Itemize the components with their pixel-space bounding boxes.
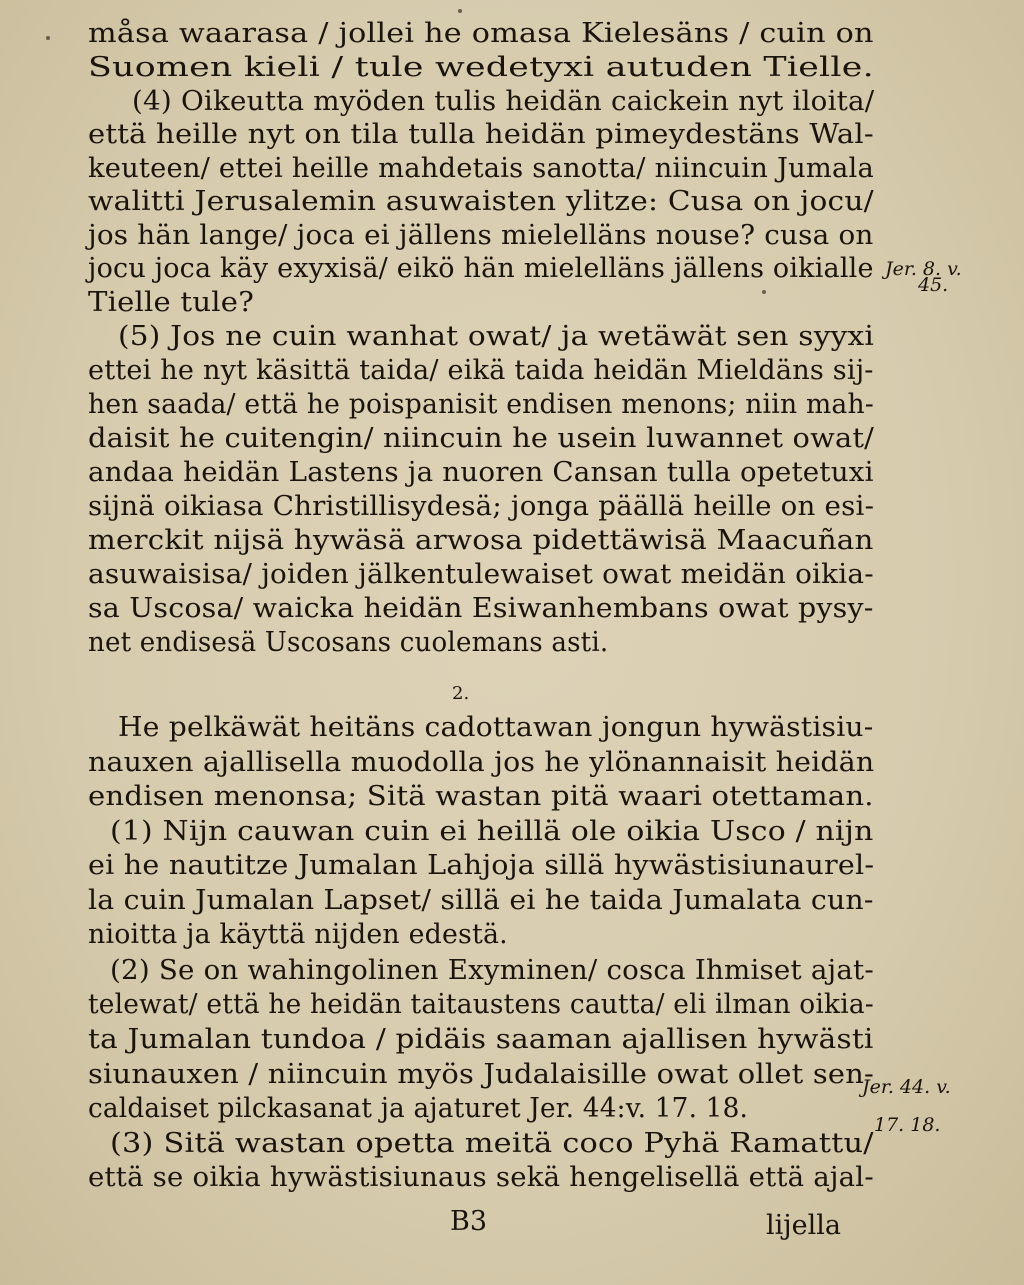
ink-speck [762, 290, 766, 294]
text-line: ta Jumalan tundoa / pidäis saaman ajallisen hywästi [88, 1023, 874, 1055]
margin-reference: 45. [918, 274, 949, 296]
text-line: andaa heidän Lastens ja nuoren Cansan tulla opetetuxi [88, 456, 874, 488]
text-line: jocu joca käy exyxisä/ eikö hän mielelläns jällens oikialle [88, 252, 874, 284]
text-line: (5) Jos ne cuin wanhat owat/ ja wetäwät sen syyxi [118, 320, 875, 352]
text-line: hen saada/ että he poispanisit endisen menons; niin mah- [88, 388, 874, 420]
text-line: nauxen ajallisella muodolla jos he ylönannaisit heidän [88, 746, 875, 778]
catchword: lijella [766, 1210, 841, 1241]
text-line: sa Uscosa/ waicka heidän Esiwanhembans owat pysy- [88, 592, 874, 624]
text-line: merckit nijsä hywäsä arwosa pidettäwisä Maacuñan [88, 524, 874, 556]
text-line: caldaiset pilckasanat ja ajaturet Jer. 44:v. 17. 18. [88, 1092, 749, 1124]
text-line: (3) Sitä wastan opetta meitä coco Pyhä Ramattu/ [110, 1127, 874, 1159]
text-line: jos hän lange/ joca ei jällens mielelläns nouse? cusa on [88, 219, 874, 251]
margin-reference: Jer. 44. v. [862, 1076, 951, 1098]
text-line: nioitta ja käyttä nijden edestä. [88, 918, 508, 950]
text-line: telewat/ että he heidän taitaustens cautta/ eli ilman oikia- [88, 988, 874, 1020]
text-line: keuteen/ ettei heille mahdetais sanotta/ niincuin Jumala [88, 152, 874, 184]
margin-reference: 17. 18. [874, 1114, 941, 1136]
text-line: la cuin Jumalan Lapset/ sillä ei he taida Jumalata cun- [88, 884, 874, 916]
text-line: että se oikia hywästisiunaus sekä hengelisellä että ajal- [88, 1161, 874, 1193]
text-line: walitti Jerusalemin asuwaisten ylitze: Cusa on jocu/ [88, 185, 874, 217]
text-line: että heille nyt on tila tulla heidän pimeydestäns Wal- [88, 118, 874, 150]
text-line: net endisesä Uscosans cuolemans asti. [88, 626, 609, 658]
text-line: Tielle tule? [88, 286, 254, 318]
text-line: (4) Oikeutta myöden tulis heidän caickein nyt iloita/ [132, 85, 875, 117]
signature-mark: B3 [450, 1206, 488, 1237]
text-line: ettei he nyt käsittä taida/ eikä taida heidän Mieldäns sij- [88, 354, 874, 386]
text-line: He pelkäwät heitäns cadottawan jongun hywästisiu- [118, 711, 874, 743]
text-line: Suomen kieli / tule wedetyxi autuden Tielle. [88, 51, 874, 83]
margin-reference: Jer. 8. v. [885, 258, 962, 280]
section-number: 2. [452, 683, 470, 704]
ink-speck [458, 9, 462, 13]
text-line: daisit he cuitengin/ niincuin he usein luwannet owat/ [88, 422, 875, 454]
text-line: endisen menonsa; Sitä wastan pitä waari otettaman. [88, 780, 874, 812]
text-line: ei he nautitze Jumalan Lahjoja sillä hywästisiunaurel- [88, 849, 875, 881]
text-line: sijnä oikiasa Christillisydesä; jonga päällä heille on esi- [88, 490, 875, 522]
ink-speck [46, 36, 50, 40]
text-line: asuwaisisa/ joiden jälkentulewaiset owat meidän oikia- [88, 558, 874, 590]
text-line: (1) Nijn cauwan cuin ei heillä ole oikia Usco / nijn [110, 815, 874, 847]
text-line: (2) Se on wahingolinen Exyminen/ cosca Ihmiset ajat- [110, 954, 874, 986]
text-line: måsa waarasa / jollei he omasa Kielesäns / cuin on [88, 17, 874, 49]
text-line: siunauxen / niincuin myös Judalaisille owat ollet sen- [88, 1058, 874, 1090]
